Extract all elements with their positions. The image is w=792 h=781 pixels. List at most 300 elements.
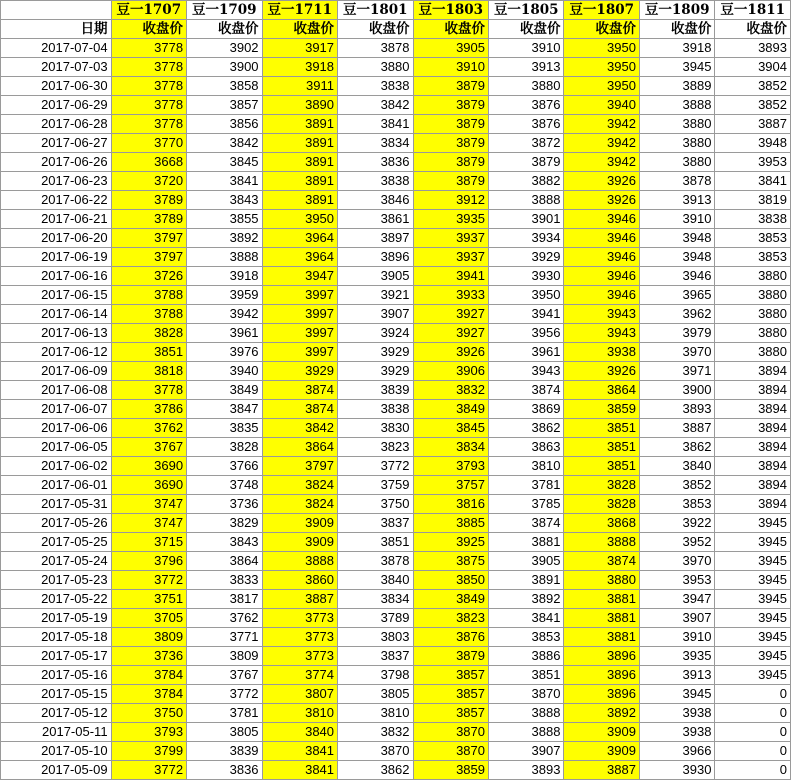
price-cell[interactable]: 3750 [338,495,413,514]
price-cell[interactable]: 3842 [338,96,413,115]
price-cell[interactable]: 3842 [262,419,337,438]
price-cell[interactable]: 3901 [488,210,563,229]
price-label-header[interactable]: 收盘价 [715,20,791,39]
price-cell[interactable]: 3870 [413,742,488,761]
price-cell[interactable]: 3850 [413,571,488,590]
price-cell[interactable]: 3773 [262,647,337,666]
price-cell[interactable]: 3946 [564,229,639,248]
price-cell[interactable]: 3894 [715,438,791,457]
price-cell[interactable]: 3962 [639,305,714,324]
date-cell[interactable]: 2017-06-14 [1,305,112,324]
price-cell[interactable]: 3945 [715,609,791,628]
price-cell[interactable]: 3853 [715,248,791,267]
price-cell[interactable]: 3945 [715,666,791,685]
price-cell[interactable]: 3894 [715,419,791,438]
price-cell[interactable]: 3880 [715,305,791,324]
price-cell[interactable]: 3941 [488,305,563,324]
price-cell[interactable]: 3961 [488,343,563,362]
price-cell[interactable]: 3778 [111,115,186,134]
price-cell[interactable]: 3853 [715,229,791,248]
price-cell[interactable]: 3870 [338,742,413,761]
price-cell[interactable]: 3797 [111,248,186,267]
date-cell[interactable]: 2017-06-08 [1,381,112,400]
price-cell[interactable]: 3945 [715,514,791,533]
price-cell[interactable]: 3943 [488,362,563,381]
date-cell[interactable]: 2017-05-19 [1,609,112,628]
price-cell[interactable]: 3781 [488,476,563,495]
price-cell[interactable]: 3894 [715,400,791,419]
date-cell[interactable]: 2017-06-02 [1,457,112,476]
price-cell[interactable]: 3879 [413,153,488,172]
price-cell[interactable]: 3784 [111,685,186,704]
price-cell[interactable]: 3880 [715,324,791,343]
price-label-header[interactable]: 收盘价 [187,20,262,39]
date-cell[interactable]: 2017-05-17 [1,647,112,666]
price-cell[interactable]: 3948 [715,134,791,153]
price-cell[interactable]: 3946 [564,248,639,267]
price-cell[interactable]: 3946 [564,267,639,286]
price-cell[interactable]: 3930 [488,267,563,286]
date-cell[interactable]: 2017-06-26 [1,153,112,172]
price-cell[interactable]: 3788 [111,286,186,305]
price-cell[interactable]: 0 [715,704,791,723]
price-cell[interactable]: 3947 [639,590,714,609]
price-cell[interactable]: 3855 [187,210,262,229]
price-cell[interactable]: 3845 [187,153,262,172]
price-cell[interactable]: 3874 [262,400,337,419]
price-cell[interactable]: 3767 [187,666,262,685]
corner-cell[interactable] [1,1,112,20]
price-cell[interactable]: 3905 [413,39,488,58]
date-cell[interactable]: 2017-05-31 [1,495,112,514]
price-cell[interactable]: 3852 [715,77,791,96]
price-cell[interactable]: 3841 [338,115,413,134]
price-cell[interactable]: 3874 [488,514,563,533]
price-cell[interactable]: 3793 [413,457,488,476]
price-cell[interactable]: 3894 [715,476,791,495]
price-cell[interactable]: 3853 [488,628,563,647]
price-cell[interactable]: 3930 [639,761,714,780]
price-cell[interactable]: 3772 [111,761,186,780]
date-cell[interactable]: 2017-06-19 [1,248,112,267]
date-cell[interactable]: 2017-06-07 [1,400,112,419]
price-cell[interactable]: 3881 [564,590,639,609]
price-cell[interactable]: 3778 [111,58,186,77]
price-cell[interactable]: 3940 [187,362,262,381]
price-cell[interactable]: 3838 [338,77,413,96]
price-cell[interactable]: 0 [715,685,791,704]
price-cell[interactable]: 3862 [488,419,563,438]
price-cell[interactable]: 3828 [564,476,639,495]
price-cell[interactable]: 3879 [413,647,488,666]
price-cell[interactable]: 3880 [639,134,714,153]
contract-header[interactable]: 豆一1711 [262,1,337,20]
price-cell[interactable]: 3851 [564,438,639,457]
price-cell[interactable]: 3778 [111,381,186,400]
price-cell[interactable]: 3946 [639,267,714,286]
price-cell[interactable]: 3909 [262,514,337,533]
price-cell[interactable]: 3786 [111,400,186,419]
price-cell[interactable]: 3933 [413,286,488,305]
price-cell[interactable]: 3810 [488,457,563,476]
price-cell[interactable]: 3917 [262,39,337,58]
price-cell[interactable]: 3882 [488,172,563,191]
price-cell[interactable]: 3837 [338,514,413,533]
price-cell[interactable]: 3762 [187,609,262,628]
price-label-header[interactable]: 收盘价 [488,20,563,39]
price-cell[interactable]: 3896 [564,685,639,704]
price-cell[interactable]: 3843 [187,533,262,552]
price-cell[interactable]: 3879 [413,77,488,96]
price-cell[interactable]: 3860 [262,571,337,590]
price-cell[interactable]: 3849 [413,400,488,419]
price-cell[interactable]: 3950 [564,77,639,96]
date-cell[interactable]: 2017-06-13 [1,324,112,343]
date-cell[interactable]: 2017-05-25 [1,533,112,552]
price-cell[interactable]: 3948 [639,229,714,248]
price-cell[interactable]: 3893 [715,39,791,58]
price-cell[interactable]: 3887 [564,761,639,780]
price-cell[interactable]: 3834 [338,590,413,609]
price-cell[interactable]: 3891 [262,115,337,134]
price-label-header[interactable]: 收盘价 [262,20,337,39]
price-cell[interactable]: 3938 [639,704,714,723]
price-cell[interactable]: 3870 [488,685,563,704]
price-cell[interactable]: 3789 [111,191,186,210]
price-cell[interactable]: 3909 [564,742,639,761]
date-cell[interactable]: 2017-06-30 [1,77,112,96]
price-cell[interactable]: 3938 [564,343,639,362]
price-cell[interactable]: 3927 [413,305,488,324]
date-cell[interactable]: 2017-05-26 [1,514,112,533]
price-cell[interactable]: 3781 [187,704,262,723]
price-cell[interactable]: 3720 [111,172,186,191]
date-cell[interactable]: 2017-06-09 [1,362,112,381]
price-cell[interactable]: 3959 [187,286,262,305]
price-cell[interactable]: 3772 [338,457,413,476]
price-cell[interactable]: 3910 [639,210,714,229]
price-cell[interactable]: 3879 [413,134,488,153]
date-cell[interactable]: 2017-05-22 [1,590,112,609]
price-cell[interactable]: 3836 [338,153,413,172]
price-cell[interactable]: 3966 [639,742,714,761]
date-cell[interactable]: 2017-06-27 [1,134,112,153]
price-cell[interactable]: 3747 [111,514,186,533]
price-cell[interactable]: 3942 [187,305,262,324]
price-cell[interactable]: 3950 [564,58,639,77]
price-cell[interactable]: 3929 [262,362,337,381]
price-cell[interactable]: 3964 [262,248,337,267]
price-cell[interactable]: 3828 [564,495,639,514]
price-cell[interactable]: 3913 [639,191,714,210]
date-cell[interactable]: 2017-05-16 [1,666,112,685]
price-cell[interactable]: 3772 [187,685,262,704]
price-cell[interactable]: 3934 [488,229,563,248]
price-cell[interactable]: 3891 [262,172,337,191]
price-cell[interactable]: 3690 [111,457,186,476]
price-cell[interactable]: 3809 [187,647,262,666]
price-cell[interactable]: 3705 [111,609,186,628]
price-cell[interactable]: 3857 [187,96,262,115]
price-cell[interactable]: 3819 [715,191,791,210]
contract-header[interactable]: 豆一1811 [715,1,791,20]
price-cell[interactable]: 3879 [488,153,563,172]
contract-header[interactable]: 豆一1801 [338,1,413,20]
price-label-header[interactable]: 收盘价 [564,20,639,39]
price-cell[interactable]: 3904 [715,58,791,77]
price-cell[interactable]: 3797 [111,229,186,248]
price-cell[interactable]: 3824 [262,476,337,495]
price-cell[interactable]: 3887 [639,419,714,438]
price-cell[interactable]: 3881 [564,628,639,647]
price-cell[interactable]: 3997 [262,324,337,343]
price-cell[interactable]: 3874 [488,381,563,400]
price-cell[interactable]: 3849 [413,590,488,609]
price-cell[interactable]: 3892 [564,704,639,723]
price-cell[interactable]: 3878 [639,172,714,191]
price-cell[interactable]: 3715 [111,533,186,552]
price-cell[interactable]: 3900 [639,381,714,400]
price-cell[interactable]: 3770 [111,134,186,153]
price-cell[interactable]: 3834 [413,438,488,457]
price-cell[interactable]: 3910 [488,39,563,58]
price-cell[interactable]: 3907 [338,305,413,324]
price-cell[interactable]: 3929 [338,362,413,381]
price-cell[interactable]: 3941 [413,267,488,286]
price-cell[interactable]: 3799 [111,742,186,761]
price-cell[interactable]: 3952 [639,533,714,552]
price-cell[interactable]: 3888 [488,704,563,723]
price-cell[interactable]: 3784 [111,666,186,685]
date-cell[interactable]: 2017-06-20 [1,229,112,248]
price-cell[interactable]: 3896 [564,666,639,685]
price-cell[interactable]: 3938 [639,723,714,742]
price-cell[interactable]: 3793 [111,723,186,742]
price-cell[interactable]: 3838 [338,172,413,191]
price-cell[interactable]: 3841 [262,761,337,780]
price-cell[interactable]: 3861 [338,210,413,229]
price-cell[interactable]: 3845 [413,419,488,438]
price-cell[interactable]: 3803 [338,628,413,647]
price-cell[interactable]: 3894 [715,457,791,476]
price-cell[interactable]: 3747 [111,495,186,514]
price-cell[interactable]: 3905 [488,552,563,571]
price-cell[interactable]: 3885 [413,514,488,533]
price-cell[interactable]: 3943 [564,305,639,324]
price-cell[interactable]: 3816 [413,495,488,514]
price-cell[interactable]: 3910 [639,628,714,647]
price-cell[interactable]: 3881 [488,533,563,552]
price-cell[interactable]: 3818 [111,362,186,381]
price-cell[interactable]: 3772 [111,571,186,590]
price-cell[interactable]: 3864 [262,438,337,457]
price-cell[interactable]: 3834 [338,134,413,153]
contract-header[interactable]: 豆一1707 [111,1,186,20]
price-cell[interactable]: 3828 [111,324,186,343]
price-cell[interactable]: 3950 [564,39,639,58]
price-cell[interactable]: 3796 [111,552,186,571]
price-cell[interactable]: 3773 [262,609,337,628]
price-cell[interactable]: 3971 [639,362,714,381]
price-cell[interactable]: 3907 [639,609,714,628]
price-cell[interactable]: 3805 [187,723,262,742]
price-cell[interactable]: 3809 [111,628,186,647]
date-cell[interactable]: 2017-05-12 [1,704,112,723]
price-cell[interactable]: 3840 [338,571,413,590]
price-cell[interactable]: 3894 [715,381,791,400]
price-cell[interactable]: 3950 [488,286,563,305]
contract-header[interactable]: 豆一1805 [488,1,563,20]
price-cell[interactable]: 3874 [262,381,337,400]
price-cell[interactable]: 3880 [639,115,714,134]
price-cell[interactable]: 3778 [111,96,186,115]
price-cell[interactable]: 3857 [413,704,488,723]
price-cell[interactable]: 3887 [262,590,337,609]
price-cell[interactable]: 3942 [564,134,639,153]
price-cell[interactable]: 3926 [564,191,639,210]
price-cell[interactable]: 3837 [338,647,413,666]
price-cell[interactable]: 3778 [111,77,186,96]
price-cell[interactable]: 3926 [564,362,639,381]
price-cell[interactable]: 3961 [187,324,262,343]
price-cell[interactable]: 3832 [338,723,413,742]
price-cell[interactable]: 3913 [488,58,563,77]
price-cell[interactable]: 3773 [262,628,337,647]
date-cell[interactable]: 2017-06-12 [1,343,112,362]
price-cell[interactable]: 3836 [187,761,262,780]
price-cell[interactable]: 3878 [338,552,413,571]
price-cell[interactable]: 3926 [413,343,488,362]
price-cell[interactable]: 3876 [488,96,563,115]
price-cell[interactable]: 3891 [262,153,337,172]
price-cell[interactable]: 3830 [338,419,413,438]
price-cell[interactable]: 3851 [564,457,639,476]
price-cell[interactable]: 3946 [564,286,639,305]
price-cell[interactable]: 3857 [413,685,488,704]
date-cell[interactable]: 2017-05-15 [1,685,112,704]
price-cell[interactable]: 3880 [338,58,413,77]
date-cell[interactable]: 2017-06-01 [1,476,112,495]
price-cell[interactable]: 3942 [564,153,639,172]
price-cell[interactable]: 3881 [564,609,639,628]
price-cell[interactable]: 3888 [262,552,337,571]
price-cell[interactable]: 3890 [262,96,337,115]
price-cell[interactable]: 3893 [488,761,563,780]
price-cell[interactable]: 3835 [187,419,262,438]
price-cell[interactable]: 3851 [111,343,186,362]
price-cell[interactable]: 3857 [413,666,488,685]
price-cell[interactable]: 3886 [488,647,563,666]
price-cell[interactable]: 3945 [639,685,714,704]
contract-header[interactable]: 豆一1803 [413,1,488,20]
price-cell[interactable]: 3891 [262,191,337,210]
price-cell[interactable]: 3942 [564,115,639,134]
price-cell[interactable]: 3945 [715,571,791,590]
price-cell[interactable]: 3956 [488,324,563,343]
price-cell[interactable]: 3841 [488,609,563,628]
price-cell[interactable]: 3870 [413,723,488,742]
price-cell[interactable]: 3852 [639,476,714,495]
price-cell[interactable]: 3947 [262,267,337,286]
price-cell[interactable]: 3823 [338,438,413,457]
price-cell[interactable]: 3927 [413,324,488,343]
price-cell[interactable]: 3840 [639,457,714,476]
price-cell[interactable]: 3875 [413,552,488,571]
price-cell[interactable]: 3887 [715,115,791,134]
price-cell[interactable]: 3838 [715,210,791,229]
price-cell[interactable]: 3736 [111,647,186,666]
price-cell[interactable]: 3766 [187,457,262,476]
price-cell[interactable]: 3862 [639,438,714,457]
price-cell[interactable]: 3918 [639,39,714,58]
price-cell[interactable]: 3888 [639,96,714,115]
price-cell[interactable]: 3922 [639,514,714,533]
date-cell[interactable]: 2017-05-24 [1,552,112,571]
price-cell[interactable]: 3838 [338,400,413,419]
price-cell[interactable]: 0 [715,742,791,761]
price-cell[interactable]: 3859 [413,761,488,780]
price-cell[interactable]: 3869 [488,400,563,419]
price-cell[interactable]: 3846 [338,191,413,210]
price-cell[interactable]: 3888 [488,723,563,742]
price-cell[interactable]: 3849 [187,381,262,400]
price-cell[interactable]: 3910 [413,58,488,77]
price-cell[interactable]: 3750 [111,704,186,723]
price-cell[interactable]: 3937 [413,229,488,248]
price-cell[interactable]: 3894 [715,362,791,381]
price-cell[interactable]: 3970 [639,552,714,571]
price-cell[interactable]: 3880 [639,153,714,172]
price-cell[interactable]: 3840 [262,723,337,742]
price-cell[interactable]: 3842 [187,134,262,153]
date-header[interactable]: 日期 [1,20,112,39]
price-label-header[interactable]: 收盘价 [639,20,714,39]
price-cell[interactable]: 3878 [338,39,413,58]
price-cell[interactable]: 3823 [413,609,488,628]
price-cell[interactable]: 3851 [488,666,563,685]
price-cell[interactable]: 3762 [111,419,186,438]
price-label-header[interactable]: 收盘价 [413,20,488,39]
price-cell[interactable]: 3839 [187,742,262,761]
date-cell[interactable]: 2017-05-18 [1,628,112,647]
price-cell[interactable]: 3913 [639,666,714,685]
price-cell[interactable]: 3759 [338,476,413,495]
price-cell[interactable]: 3785 [488,495,563,514]
price-cell[interactable]: 3851 [564,419,639,438]
price-cell[interactable]: 3858 [187,77,262,96]
price-cell[interactable]: 0 [715,723,791,742]
price-cell[interactable]: 3810 [338,704,413,723]
price-cell[interactable]: 3948 [639,248,714,267]
price-cell[interactable]: 3946 [564,210,639,229]
price-cell[interactable]: 3833 [187,571,262,590]
price-cell[interactable]: 3929 [338,343,413,362]
price-cell[interactable]: 3945 [715,533,791,552]
price-cell[interactable]: 3924 [338,324,413,343]
price-cell[interactable]: 3852 [715,96,791,115]
date-cell[interactable]: 2017-06-21 [1,210,112,229]
price-cell[interactable]: 3817 [187,590,262,609]
price-cell[interactable]: 3879 [413,96,488,115]
price-cell[interactable]: 3900 [187,58,262,77]
date-cell[interactable]: 2017-06-05 [1,438,112,457]
price-cell[interactable]: 3997 [262,343,337,362]
price-cell[interactable]: 3789 [111,210,186,229]
price-cell[interactable]: 3774 [262,666,337,685]
price-cell[interactable]: 3751 [111,590,186,609]
price-cell[interactable]: 3925 [413,533,488,552]
date-cell[interactable]: 2017-06-06 [1,419,112,438]
